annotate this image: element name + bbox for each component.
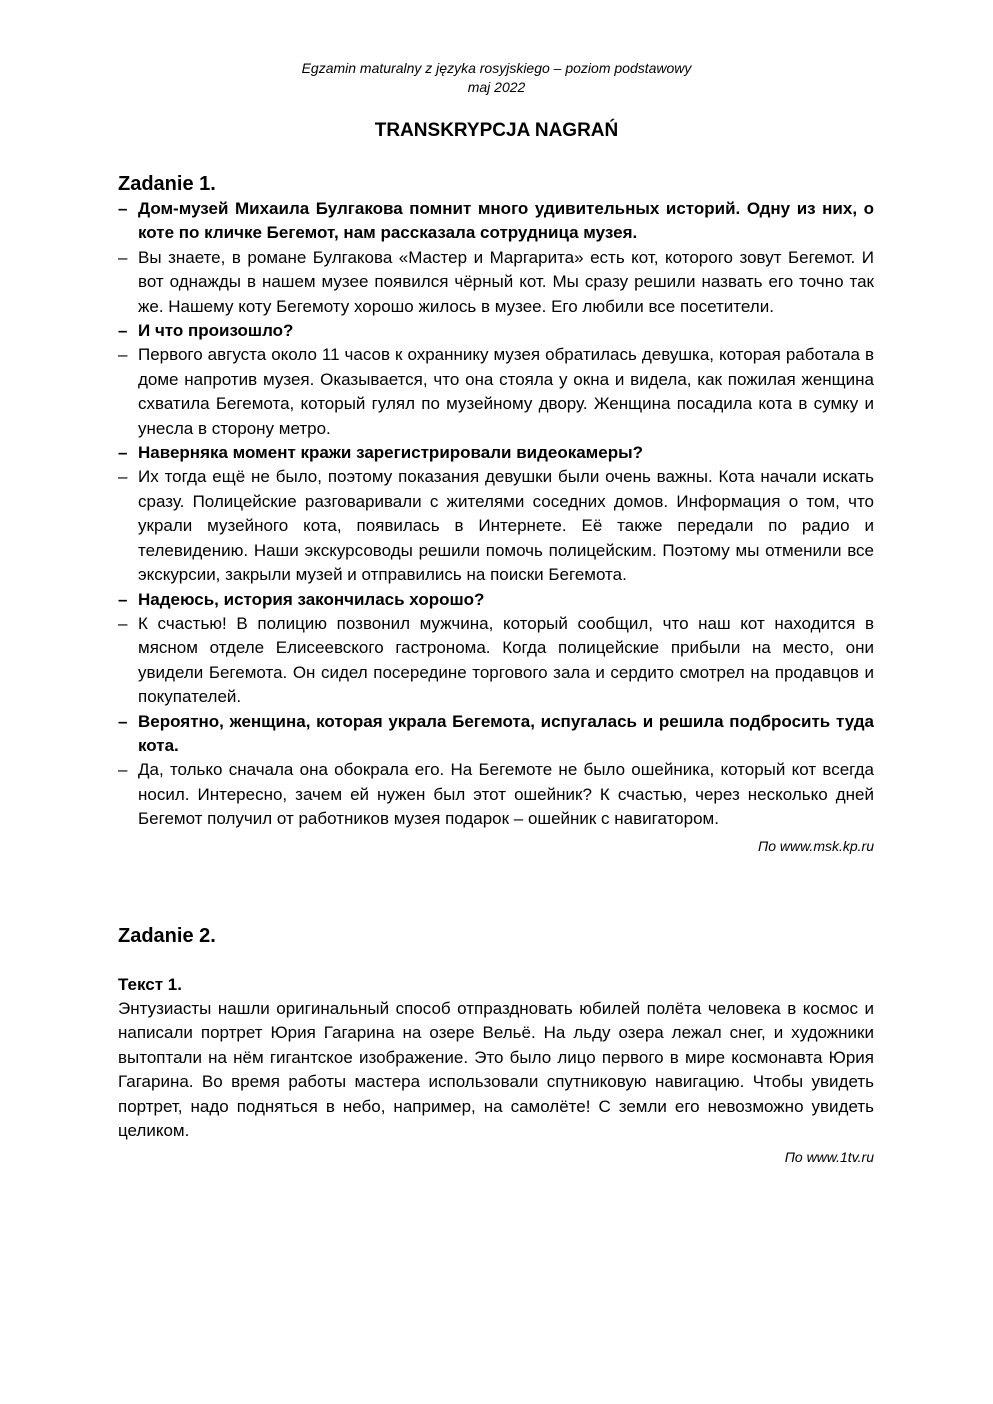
task-2-section (118, 923, 874, 1167)
dash-marker: – (118, 199, 128, 218)
dialogue-line-narrator (118, 343, 874, 441)
source-citation: По www.1tv.ru (784, 1149, 874, 1166)
line-text: Вероятно, женщина, которая украла Бегемота, испугалась и решила подбросить туда кота. (138, 711, 874, 755)
dash-marker: – (118, 467, 128, 487)
dialogue-line-interviewer (118, 441, 874, 465)
dash-marker: – (118, 345, 128, 365)
dialogue-line-narrator (118, 465, 874, 587)
dash-marker: – (118, 711, 128, 731)
dash-marker: – (118, 247, 128, 267)
exam-title-line: Egzamin maturalny z języka rosyjskiego – poziom podstawowy (301, 60, 692, 76)
line-text: Вы знаете, в романе Булгакова «Мастер и Маргарита» есть кот, которого зовут Бегемот. И вот однажды в нашем музее появился чёрный кот. Мы сразу решили назвать его точно так же. Нашему коту Бегемоту хорошо жилось в музее. Его любили все посетители. (138, 247, 874, 316)
page-header (0, 59, 993, 97)
dash-marker: – (118, 613, 128, 633)
dialogue-list (118, 197, 874, 832)
source-citation: По www.msk.kp.ru (758, 837, 874, 854)
line-text: К счастью! В полицию позвонил мужчина, который сообщил, что наш кот находится в мясном отделе Елисеевского гастронома. Когда полицейские прибыли на место, они увидели Бегемота. Он сидел посередине торгового зала и сердито смотрел на продавцов и покупателей. (138, 613, 874, 707)
dialogue-line-narrator (118, 612, 874, 710)
line-text: Наверняка момент кражи зарегистрировали видеокамеры? (138, 443, 644, 463)
dialogue-line-interviewer (118, 319, 874, 343)
document-title: TRANSKRYPCJA NAGRAŃ (374, 120, 619, 141)
dialogue-line-interviewer (118, 588, 874, 612)
dash-marker: – (118, 589, 128, 609)
dialogue-line-interviewer (118, 197, 874, 246)
text-1-label: Текст 1. (118, 975, 182, 994)
dialogue-line-narrator (118, 758, 874, 831)
line-text: Дом-музей Михаила Булгакова помнит много удивительных историй. Одну из них, о коте по кличке Бегемот, нам рассказала сотрудница музея. (138, 199, 874, 243)
dialogue-line-narrator (118, 246, 874, 319)
exam-date-line: maj 2022 (467, 79, 526, 95)
dash-marker: – (118, 321, 128, 341)
dash-marker: – (118, 760, 128, 780)
task-1-heading: Zadanie 1. (118, 173, 216, 195)
line-text: Первого августа около 11 часов к охраннику музея обратилась девушка, которая работала в доме напротив музея. Оказывается, что она стояла у окна и видела, как пожилая женщина схватила Бегемота, который гулял по музейному двору. Женщина посадила кота в сумку и унесла в сторону метро. (138, 345, 874, 438)
dialogue-line-interviewer (118, 710, 874, 759)
line-text: И что произошло? (138, 321, 294, 341)
text-1-body: Энтузиасты нашли оригинальный способ отпраздновать юбилей полёта человека в космос и написали портрет Юрия Гагарина на озере Вельё. На льду озера лежал снег, и художники вытоптали на нём гигантское изображение. Это было лицо первого в мире космонавта Юрия Гагарина. Во время работы мастера использовали спутниковую навигацию. Чтобы увидеть портрет, надо подняться в небо, например, на самолёте! С земли его невозможно увидеть целиком. (118, 999, 874, 1141)
line-text: Надеюсь, история закончилась хорошо? (138, 589, 485, 609)
task-2-heading: Zadanie 2. (118, 925, 216, 947)
line-text: Их тогда ещё не было, поэтому показания девушки были очень важны. Кота начали искать сразу. Полицейские разговаривали с жителями соседних домов. Информация о том, что украли музейного кота, появилась в Интернете. Её также передали по радио и телевидению. Наши экскурсоводы решили помочь полицейским. Поэтому мы отменили все экскурсии, закрыли музей и отправились на поиски Бегемота. (138, 467, 874, 585)
line-text: Да, только сначала она обокрала его. На Бегемоте не было ошейника, который кот всегда носил. Интересно, зачем ей нужен был этот ошейник? К счастью, через несколько дней Бегемот получил от работников музея подарок – ошейник с навигатором. (138, 760, 874, 829)
dash-marker: – (118, 443, 128, 463)
task-1-section (118, 171, 874, 856)
